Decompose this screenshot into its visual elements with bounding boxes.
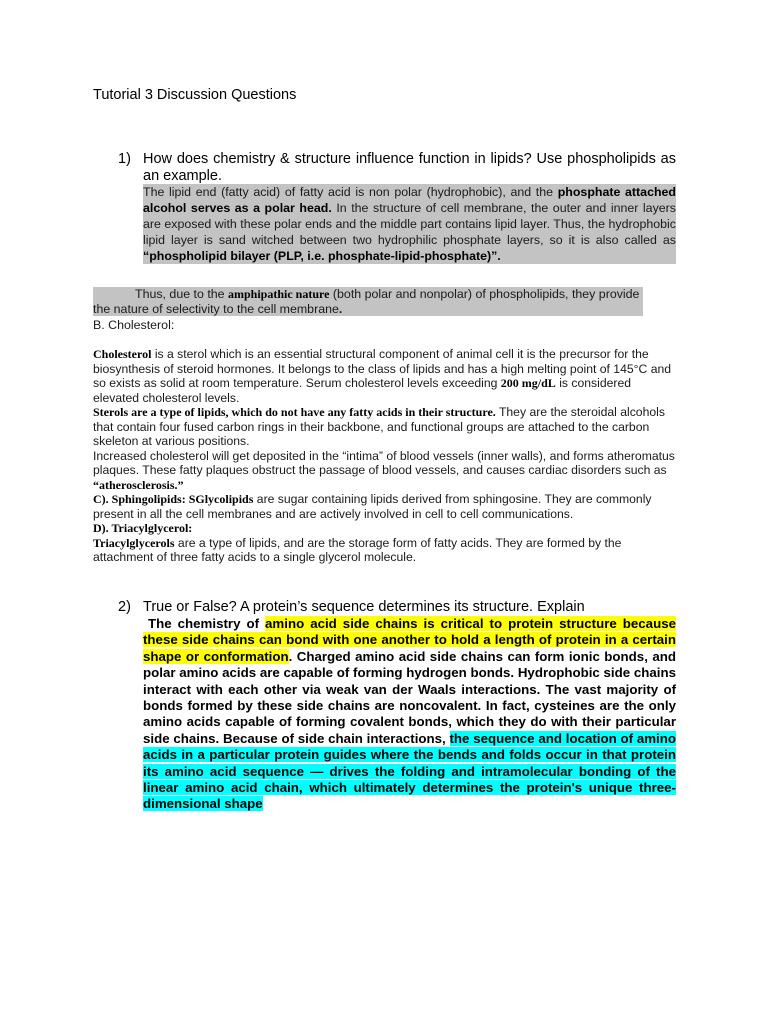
lipid-classes-block [93,347,676,565]
paragraph-text: are a type of lipids, and are the storage form of fatty acids. They are formed by the attachment of three fatty acids to a single glycerol molecule. [93,535,622,564]
cyan-highlight: the sequence and location of amino acids in a particular protein guides where the bends and folds occur in that protein its amino acid sequence — drives the folding and intramolecular bonding of the linear amino acid chain, which ultimately determines the protein's unique three-dimensional shape [143,730,676,812]
term-bold: D). Triacylglycerol: [93,521,193,535]
cholesterol-heading: B. Cholesterol: [93,318,175,332]
amphipathic-paragraph [93,287,643,316]
paragraph-text: are sugar containing lipids derived from sphingosine. They are commonly present in all the cell membranes and are actively involved in cell to cell communications. [93,492,652,521]
cholesterol-paragraph [93,347,676,405]
paragraph-text: Thus, due to the [135,287,228,301]
question-1-number: 1) [118,151,131,167]
yellow-highlight: amino acid side chains is critical to protein structure because these side chains can bond with one another to hold a length of protein in a certain shape or conformation [143,616,676,664]
triacylglycerol-heading [93,521,676,536]
answer-bold: “phospholipid bilayer (PLP, i.e. phosphate-lipid-phosphate)”. [143,249,501,263]
answer-text: . Charged amino acid side chains can form ionic bonds, and polar amino acids are capable of forming hydrogen bonds. Hydrophobic side chains interact with each other via weak van der Waals interactions. The vast majority of bonds formed by these side chains are noncovalent. In fact, cysteines are the only amino acids capable of forming covalent bonds, which they do with their particular side chains. Because of side chain interactions, [143,648,676,746]
paragraph-text: (both polar and nonpolar) of phospholipids, they provide the nature of selectivity to the cell membrane [93,287,640,316]
question-1 [118,151,676,185]
sphingolipids-paragraph [93,492,676,521]
term-bold: Cholesterol [93,347,152,361]
term-bold: Triacylglycerols [93,535,175,550]
question-2-number: 2) [118,599,131,615]
paragraph-bold: amphipathic nature [228,287,330,301]
answer-bold: phosphate attached alcohol serves as a polar head. [143,185,676,215]
term-bold: Sterols are a type of lipids, which do not have any fatty acids in their structure. [93,405,496,419]
term-bold: C). Sphingolipids: SGlycolipids [93,492,254,506]
paragraph-text: is a sterol which is an essential structural component of animal cell it is the precursor for the biosynthesis of steroid hormones. It belongs to the class of lipids and has a high melting point of 145°C and so exists as solid at room temperature. Serum cholesterol levels exceeding [93,347,672,390]
paragraph-text: is considered elevated cholesterol levels. [93,376,632,405]
page-title: Tutorial 3 Discussion Questions [93,87,297,103]
triacylglycerol-paragraph [93,536,676,565]
atherosclerosis-paragraph [93,449,676,493]
answer-text: The chemistry of [148,616,266,631]
paragraph-bold: . [338,301,343,316]
question-1-text: How does chemistry & structure influence function in lipids? Use phospholipids as an example. [143,151,676,184]
answer-text: The lipid end (fatty acid) of fatty acid is non polar (hydrophobic), and the [143,185,558,199]
paragraph-text: They are the steroidal alcohols that contain four fused carbon rings in their backbone, and functional groups are attached to the carbon skeleton at various positions. [93,405,665,448]
question-1-answer [143,184,676,264]
question-2 [118,599,585,615]
term-bold: 200 mg/dL [500,376,556,390]
sterols-paragraph [93,405,676,449]
paragraph-text: Increased cholesterol will get deposited in the “intima” of blood vessels (inner walls), and forms atheromatus plaques. These fatty plaques obstruct the passage of blood vessels, and causes cardiac disorders such as [93,448,675,477]
term-bold: “atherosclerosis.” [93,477,184,492]
question-2-text: True or False? A protein’s sequence determines its structure. Explain [143,599,585,615]
answer-text: In the structure of cell membrane, the outer and inner layers are exposed with these polar ends and the middle part contains lipid layer. Thus, the hydrophobic lipid layer is sand witched between two hydrophilic phosphate layers, so it is also called as [143,201,676,247]
question-2-answer [143,616,676,813]
